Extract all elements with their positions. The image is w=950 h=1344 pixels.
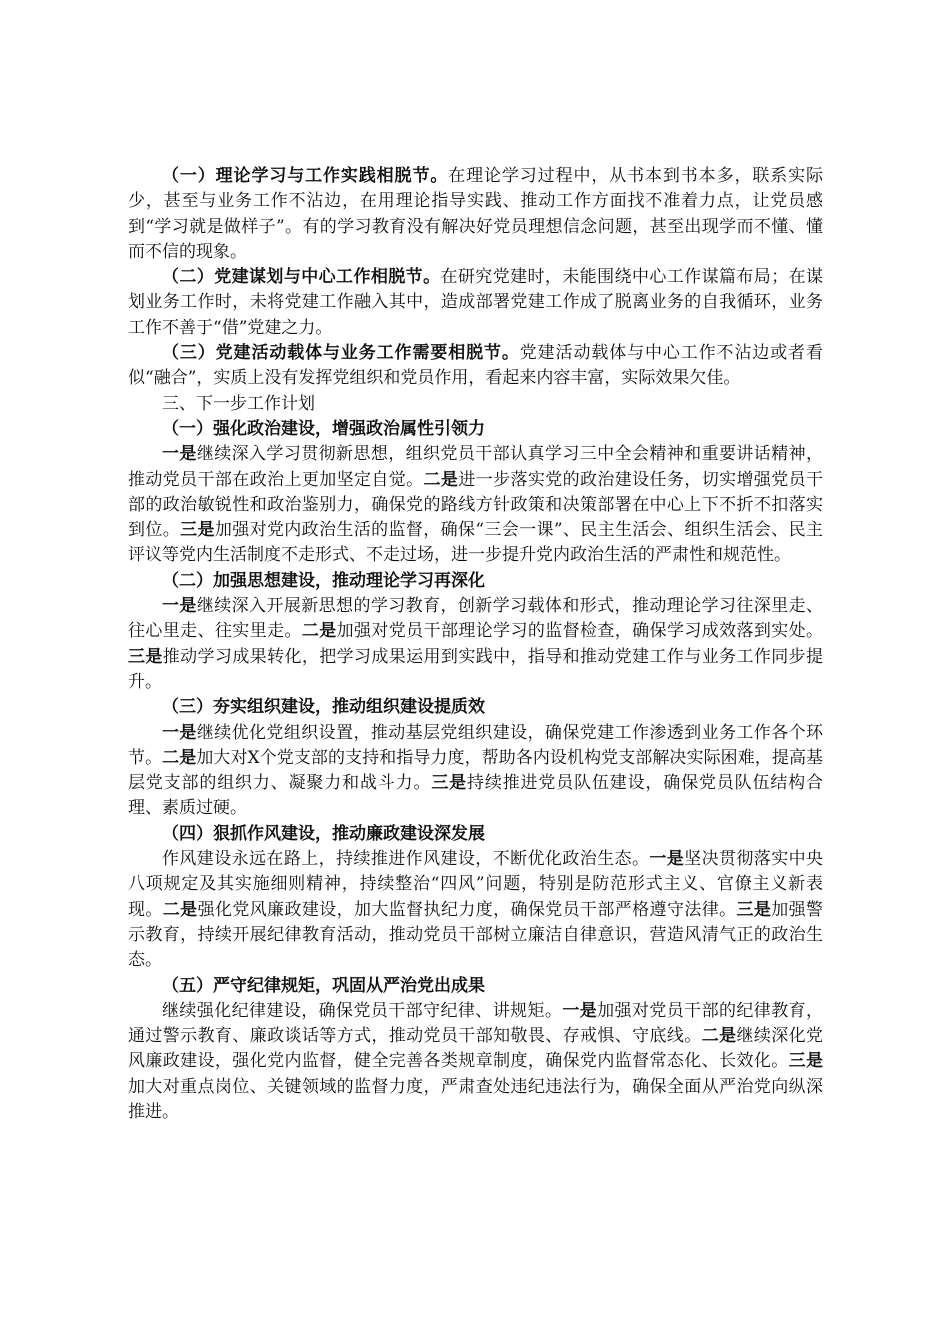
section-title: 三、下一步工作计划 bbox=[162, 393, 315, 414]
plan-text: 加大对X个党支部的支持和指导力度，帮助各内设机构党支部解决实际困难，提高基层党支部的组织力、凝聚力和战斗力。 bbox=[128, 747, 824, 794]
ordinal: 一是 bbox=[162, 444, 197, 465]
ordinal: 三是 bbox=[431, 773, 468, 794]
ordinal: 一是 bbox=[562, 1000, 598, 1021]
plan-paragraph-3 bbox=[128, 721, 823, 822]
ordinal: 三是 bbox=[180, 520, 215, 541]
problem-lead: （二）党建谋划与中心工作相脱节。 bbox=[162, 267, 441, 288]
plan-text: 进一步落实党的政治建设任务，切实增强党员干部的政治敏锐性和政治鉴别力，确保党的路线方针政策和决策部署在中心上下不折不扣落实到位。 bbox=[128, 469, 824, 541]
plan-text: 继续深入学习贯彻新思想，组织党员干部认真学习三中全会精神和重要讲话精神，推动党员干部在政治上更加坚定自觉。 bbox=[128, 444, 824, 490]
plan-paragraph-5 bbox=[128, 999, 823, 1125]
plan-intro: 继续强化纪律建设，确保党员干部守纪律、讲规矩。 bbox=[162, 1000, 563, 1021]
plan-paragraph-4 bbox=[128, 847, 823, 973]
plan-heading-4: （四）狠抓作风建设，推动廉政建设深发展 bbox=[162, 823, 485, 844]
plan-heading-2: （二）加强思想建设，推动理论学习再深化 bbox=[162, 570, 485, 591]
ordinal: 三是 bbox=[128, 646, 163, 667]
plan-heading-1: （一）强化政治建设，增强政治属性引领力 bbox=[162, 418, 485, 439]
ordinal: 一是 bbox=[162, 722, 197, 743]
plan-paragraph-1 bbox=[128, 442, 823, 568]
plan-heading-3: （三）夯实组织建设，推动组织建设提质效 bbox=[162, 697, 485, 718]
plan-text: 推动学习成果转化，把学习成果运用到实践中，指导和推动党建工作与业务工作同步提升。 bbox=[128, 646, 824, 692]
ordinal: 二是 bbox=[162, 899, 198, 920]
problem-paragraph-1 bbox=[128, 164, 823, 265]
plan-text: 加大对重点岗位、关键领域的监督力度，严肃查处违纪违法行为，确保全面从严治党向纵深推进。 bbox=[128, 1076, 823, 1122]
plan-text: 继续优化党组织设置，推动基层党组织建设，确保党建工作渗透到业务工作各个环节。 bbox=[128, 722, 824, 768]
problem-text: 在研究党建时，未能围绕中心工作谋篇布局；在谋划业务工作时，未将党建工作融入其中，造成部署党建工作成了脱离业务的自我循环，业务工作不善于“借”党建之力。 bbox=[128, 267, 824, 338]
plan-text: 加强警示教育，持续开展纪律教育活动，推动党员干部树立廉洁自律意识，营造风清气正的政治生态。 bbox=[128, 899, 824, 971]
ordinal: 三是 bbox=[736, 899, 772, 920]
problem-lead: （三）党建活动载体与业务工作需要相脱节。 bbox=[162, 343, 520, 364]
problem-text: 党建活动载体与中心工作不沾边或者看似“融合”，实质上没有发挥党组织和党员作用，看起来内容丰富，实际效果欠佳。 bbox=[128, 343, 824, 389]
plan-text: 持续推进党员队伍建设，确保党员队伍结构合理、素质过硬。 bbox=[128, 773, 824, 819]
document-page bbox=[128, 164, 823, 1125]
problem-lead: （一）理论学习与工作实践相脱节。 bbox=[162, 166, 449, 186]
plan-text: 强化党风廉政建设，加大监督执纪力度，确保党员干部严格遵守法律。 bbox=[197, 899, 737, 920]
ordinal: 一是 bbox=[162, 596, 197, 617]
plan-text: 继续深化党风廉政建设，强化党内监督，健全完善各类规章制度，确保党内监督常态化、长效化。 bbox=[128, 1026, 824, 1072]
plan-text: 加强对党员干部理论学习的监督检查，确保学习成效落到实处。 bbox=[336, 621, 824, 642]
ordinal: 二是 bbox=[162, 747, 197, 768]
plan-text: 继续深入开展新思想的学习教育，创新学习载体和形式，推动理论学习往深里走、往心里走、往实里走。 bbox=[128, 596, 824, 642]
plan-text: 加强对党内政治生活的监督，确保“三会一课”、民主生活会、组织生活会、民主评议等党内生活制度不走形式、不走过场，进一步提升党内政治生活的严肃性和规范性。 bbox=[128, 520, 824, 566]
ordinal: 一是 bbox=[649, 849, 685, 870]
ordinal: 三是 bbox=[788, 1051, 824, 1072]
ordinal: 二是 bbox=[701, 1026, 737, 1047]
plan-text: 坚决贯彻落实中央八项规定及其实施细则精神，持续整治“四风”问题，特别是防范形式主义、官僚主义新表现。 bbox=[128, 849, 824, 920]
plan-text: 加强对党员干部的纪律教育，通过警示教育、廉政谈话等方式，推动党员干部知敬畏、存戒惧、守底线。 bbox=[128, 1000, 824, 1047]
ordinal: 二是 bbox=[423, 469, 459, 490]
problem-paragraph-2 bbox=[128, 265, 823, 341]
plan-paragraph-2 bbox=[128, 594, 823, 695]
plan-intro: 作风建设永远在路上，持续推进作风建设，不断优化政治生态。 bbox=[162, 849, 650, 870]
plan-heading-5: （五）严守纪律规矩，巩固从严治党出成果 bbox=[162, 975, 485, 996]
ordinal: 二是 bbox=[301, 621, 337, 642]
problem-text: 在理论学习过程中，从书本到书本多，联系实际少，甚至与业务工作不沾边，在用理论指导实践、推动工作方面找不准着力点，让党员感到“学习就是做样子”。有的学习教育没有解决好党员理想信念问题，甚至出现学而不懂、懂而不信的现象。 bbox=[128, 166, 824, 262]
problem-paragraph-3 bbox=[128, 341, 823, 392]
